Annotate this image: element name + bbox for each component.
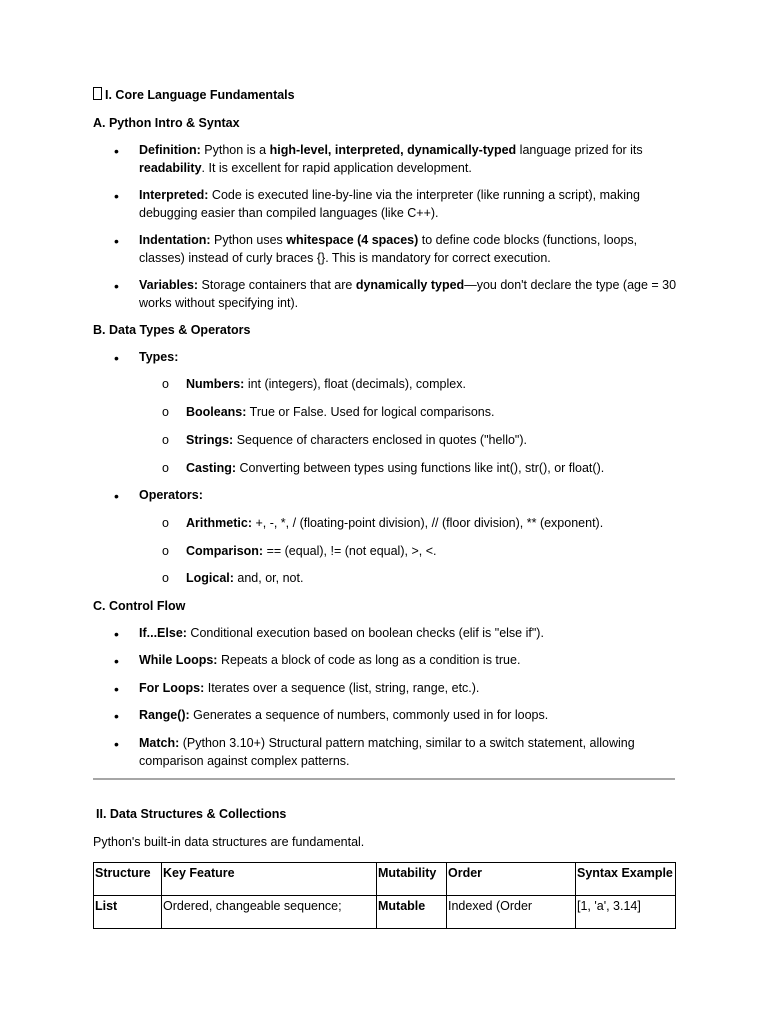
type-item-casting: Casting: Converting between types using functions like int(), str(), or float(). bbox=[186, 461, 605, 475]
list-item-match: Match: (Python 3.10+) Structural pattern matching, similar to a switch statement, allowing comparison against complex patterns. bbox=[139, 736, 635, 768]
table-cell: Indexed (Order bbox=[447, 896, 576, 929]
type-item-strings: Strings: Sequence of characters enclosed in quotes ("hello"). bbox=[186, 433, 528, 447]
bullet: • bbox=[114, 653, 119, 669]
subsection-a-heading: A. Python Intro & Syntax bbox=[93, 116, 240, 130]
operator-item-comparison: Comparison: == (equal), != (not equal), >, <. bbox=[186, 544, 437, 558]
bullet: • bbox=[114, 736, 119, 752]
table-header-cell: Order bbox=[447, 863, 576, 896]
bullet: • bbox=[114, 708, 119, 724]
table-cell: Mutable bbox=[377, 896, 447, 929]
sub-bullet: o bbox=[162, 571, 169, 585]
bullet: • bbox=[114, 350, 119, 366]
bullet: • bbox=[114, 681, 119, 697]
section2-title: II. Data Structures & Collections bbox=[96, 807, 287, 821]
list-item-while: While Loops: Repeats a block of code as long as a condition is true. bbox=[139, 653, 521, 667]
bullet: • bbox=[114, 233, 119, 249]
sub-bullet: o bbox=[162, 433, 169, 447]
bullet: • bbox=[114, 143, 119, 159]
table-header-cell: Structure bbox=[94, 863, 162, 896]
list-item-if-else: If...Else: Conditional execution based on boolean checks (elif is "else if"). bbox=[139, 626, 544, 640]
data-structures-table bbox=[93, 862, 676, 929]
type-item-numbers: Numbers: int (integers), float (decimals), complex. bbox=[186, 377, 466, 391]
list-item-indentation: Indentation: Python uses whitespace (4 spaces) to define code blocks (functions, loops, classes) instead of curly braces {}. This is mandatory for correct execution. bbox=[139, 233, 638, 265]
bullet: • bbox=[114, 626, 119, 642]
operator-item-logical: Logical: and, or, not. bbox=[186, 571, 304, 585]
table-header-cell: Mutability bbox=[377, 863, 447, 896]
table-cell: List bbox=[94, 896, 162, 929]
subsection-b-heading: B. Data Types & Operators bbox=[93, 323, 251, 337]
bullet: • bbox=[114, 278, 119, 294]
types-label: Types: bbox=[139, 350, 179, 364]
section1-title: I. Core Language Fundamentals bbox=[93, 87, 675, 104]
missing-glyph-icon bbox=[93, 87, 102, 100]
list-item-definition: Definition: Python is a high-level, interpreted, dynamically-typed language prized for its readability. It is excellent for rapid application development. bbox=[139, 143, 643, 175]
bullet: • bbox=[114, 188, 119, 204]
table-header-cell: Key Feature bbox=[162, 863, 377, 896]
sub-bullet: o bbox=[162, 461, 169, 475]
table-header-row bbox=[94, 863, 676, 896]
list-item-variables: Variables: Storage containers that are dynamically typed—you don't declare the type (age = 30 works without specifying int). bbox=[139, 278, 677, 310]
operators-label: Operators: bbox=[139, 488, 203, 502]
sub-bullet: o bbox=[162, 405, 169, 419]
table-header-cell: Syntax Example bbox=[576, 863, 676, 896]
table-row bbox=[94, 896, 676, 929]
bullet: • bbox=[114, 488, 119, 504]
section2-intro: Python's built-in data structures are fundamental. bbox=[93, 835, 365, 849]
section-divider bbox=[93, 778, 675, 780]
sub-bullet: o bbox=[162, 544, 169, 558]
type-item-booleans: Booleans: True or False. Used for logical comparisons. bbox=[186, 405, 495, 419]
list-item-for: For Loops: Iterates over a sequence (list, string, range, etc.). bbox=[139, 681, 480, 695]
operator-item-arithmetic: Arithmetic: +, -, *, / (floating-point division), // (floor division), ** (exponent). bbox=[186, 516, 604, 530]
table-cell: [1, 'a', 3.14] bbox=[576, 896, 676, 929]
sub-bullet: o bbox=[162, 377, 169, 391]
list-item-range: Range(): Generates a sequence of numbers, commonly used in for loops. bbox=[139, 708, 549, 722]
sub-bullet: o bbox=[162, 516, 169, 530]
table-cell: Ordered, changeable sequence; bbox=[162, 896, 377, 929]
subsection-c-heading: C. Control Flow bbox=[93, 599, 186, 613]
list-item-interpreted: Interpreted: Code is executed line-by-line via the interpreter (like running a script), making debugging easier than compiled languages (like C++). bbox=[139, 188, 640, 220]
